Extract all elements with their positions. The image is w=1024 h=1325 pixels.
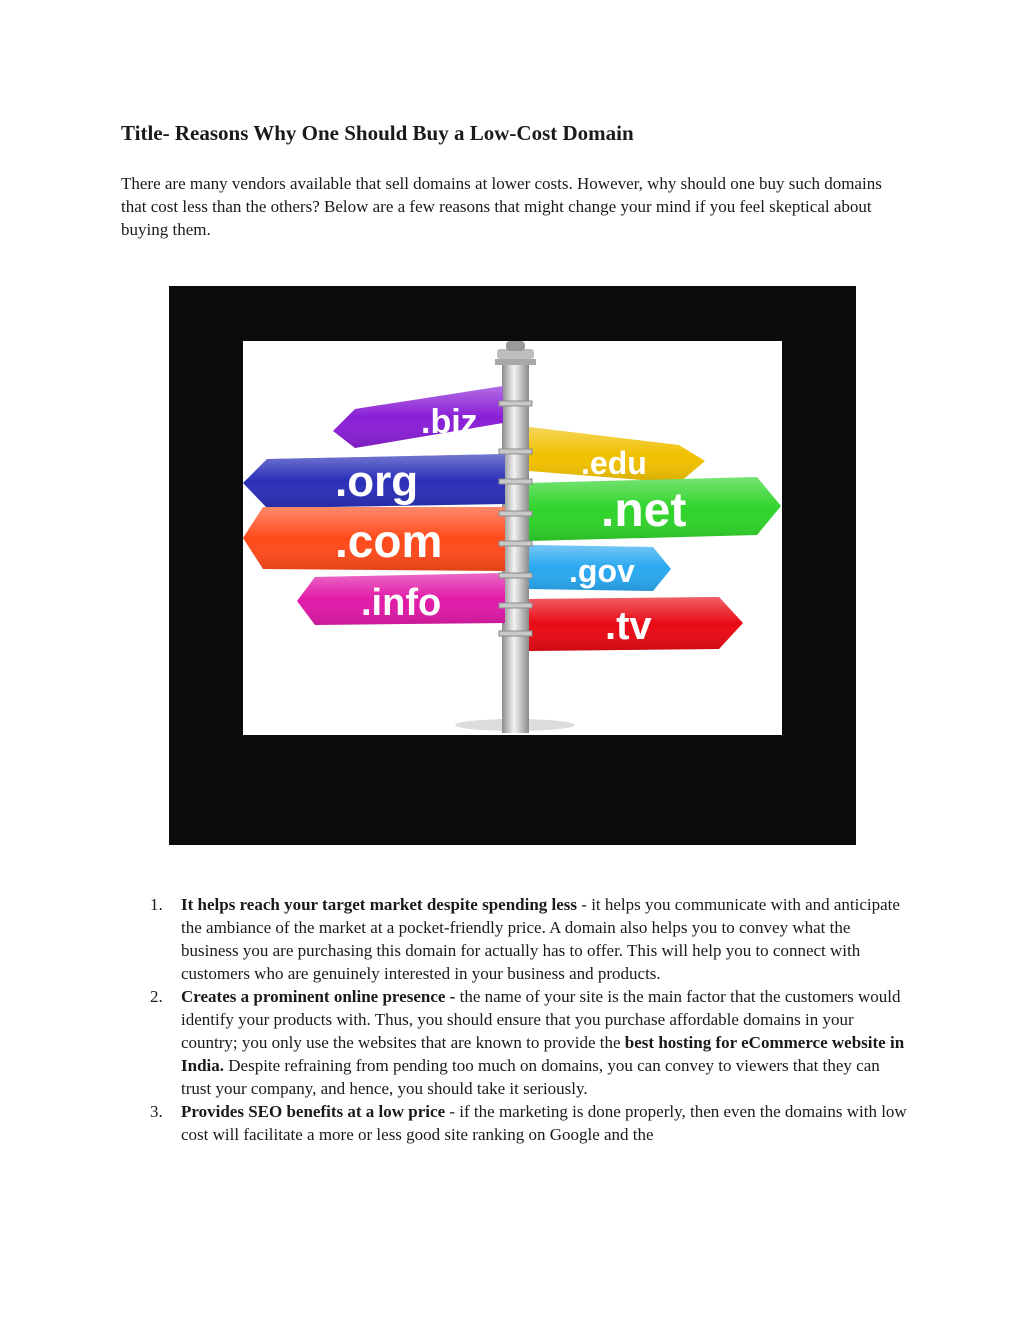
list-item	[121, 1100, 911, 1146]
list-item	[121, 985, 911, 1100]
reason-link-text: best hosting for eCommerce website in India.	[181, 1033, 905, 1075]
reason-text: - if the marketing is done properly, then even the domains with low cost will facilitate a more or less good site ranking on Google and the	[181, 1102, 907, 1144]
sign-label: .net	[601, 484, 687, 537]
list-number: 2.	[150, 987, 163, 1006]
sign-tv	[529, 597, 743, 651]
reason-text: Despite refraining from pending too much on domains, you can convey to viewers that they can trust your company, and hence, you should take it seriously.	[181, 1056, 880, 1098]
reasons-list	[121, 893, 911, 1146]
sign-label: .edu	[581, 445, 647, 481]
sign-label: .biz	[421, 403, 478, 441]
reason-text: - it helps you communicate with and anticipate the ambiance of the market at a pocket-friendly price. A domain also helps you to convey what the business you are purchasing this domain for actually has to offer. This will help you to connect with customers who are genuinely interested in your business and products.	[181, 895, 900, 983]
document-title: Title- Reasons Why One Should Buy a Low-Cost Domain	[121, 121, 634, 145]
reason-heading: Creates a prominent online presence -	[181, 987, 456, 1006]
sign-label: .info	[361, 582, 442, 624]
reason-heading: Provides SEO benefits at a low price	[181, 1102, 446, 1121]
list-number: 3.	[150, 1102, 163, 1121]
reason-heading: It helps reach your target market despite spending less	[181, 895, 578, 914]
intro-paragraph: There are many vendors available that sell domains at lower costs. However, why should one buy such domains that cost less than the others? Below are a few reasons that might change your mind if you feel skeptical about buying them.	[121, 174, 882, 239]
sign-net	[529, 477, 781, 541]
sign-org	[243, 454, 505, 508]
list-number: 1.	[150, 895, 163, 914]
sign-label: .gov	[569, 553, 635, 589]
sign-label: .com	[335, 515, 443, 567]
sign-com	[243, 507, 505, 571]
sign-label: .org	[335, 457, 419, 506]
list-item	[121, 893, 911, 985]
sign-label: .tv	[605, 604, 652, 648]
sign-info	[297, 573, 505, 625]
sign-gov	[529, 545, 671, 591]
reason-text: the name of your site is the main factor that the customers would identify your products with. Thus, you should ensure that you purchase affordable domains in your country; you only use the websites that are known to provide the	[181, 987, 901, 1052]
signpost-illustration	[243, 341, 782, 735]
domain-signpost-image	[169, 286, 856, 845]
